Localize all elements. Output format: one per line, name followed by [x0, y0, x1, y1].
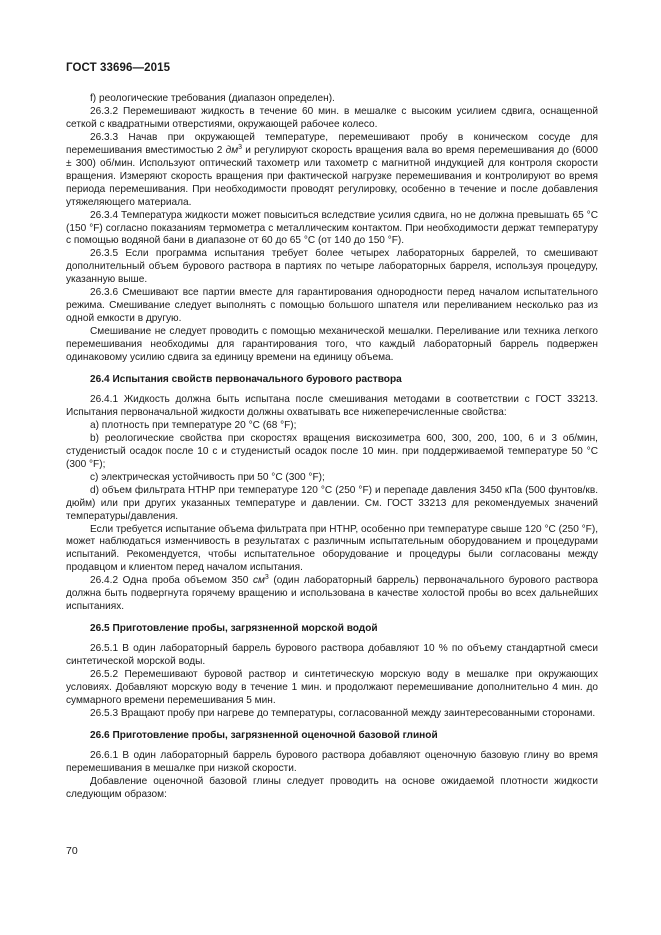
paragraph-hthp-note: Если требуется испытание объема фильтрата при HTHP, особенно при температуре свыше 120 °С (250 °F), может наблюдаться изменчивость в результатах с различным испытательным оборудованием и процедурами испытаний. Рекомендуется, чтобы испытательное оборудование и процедуры были согласованы между продавцом и клиентом перед началом испытания.	[66, 523, 598, 574]
unit-exponent: 3	[264, 574, 269, 582]
paragraph-clay-addition: Добавление оценочной базовой глины следует проводить на основе ожидаемой плотности жидкости следующим образом:	[66, 775, 598, 800]
paragraph-26-5-3: 26.5.3 Вращают пробу при нагреве до температуры, согласованной между заинтересованными сторонами.	[90, 707, 596, 719]
paragraph-26-3-3-part-a: 26.3.3 Начав при окружающей температуре, перемешивают пробу в коническом сосуде для перемешивания вместимостью 2	[66, 131, 598, 156]
paragraph-rheology-requirements: f) реологические требования (диапазон определен).	[90, 93, 335, 104]
list-item-b: b) реологические свойства при скоростях вращения вискозиметра 600, 300, 200, 100, 6 и 3 об/мин, студенистый осадок после 10 с и студенистый осадок после 10 мин. при поддерживаемой температуре 50 °С (300 °F);	[66, 432, 598, 470]
paragraph-26-4-2-part-a: 26.4.2 Одна проба объемом 350	[90, 575, 253, 587]
paragraph-26-5-2: 26.5.2 Перемешивают буровой раствор и синтетическую морскую воду в мешалке при окружающих условиях. Добавляют морскую воду в течение 1 мин. и продолжают перемешивание дополнительно 4 мин. до суммарного времени перемешивания 5 мин.	[66, 669, 598, 706]
paragraph-26-4-2	[66, 575, 598, 614]
unit-cm: см	[252, 575, 265, 587]
document-body	[66, 93, 598, 802]
paragraph-26-3-5: 26.3.5 Если программа испытания требует более четырех лабораторных баррелей, то смешивают дополнительный объем бурового раствора в партиях по четыре лабораторных барреля, используя процедуру, указанную выше.	[66, 248, 598, 286]
unit-dm: дм	[225, 144, 239, 156]
paragraph-26-3-3-part-b: и регулируют скорость вращения вала во время перемешивания до (6000 ± 300) об/мин. Используют оптический тахометр или тахометр с магнитной индукцией для контроля скорости вращения. Измеряют скорость вращения при фактической нагрузке перемешивания и контролируют во время периода перемешивания. При необходимости проводят регулировку, особенно в течение и после добавления утяжеляющего материала.	[66, 144, 599, 208]
list-item-a: а) плотность при температуре 20 °С (68 °F);	[90, 419, 297, 431]
list-item-d: d) объем фильтрата HTHP при температуре 120 °С (250 °F) и перепаде давления 3450 кПа (500 фунтов/кв. дюйм) или при других указанных температуре и давлении. См. ГОСТ 33213 для рекомендуемых значений температуры/давления.	[66, 484, 598, 522]
paragraph-26-3-2: 26.3.2 Перемешивают жидкость в течение 60 мин. в мешалке с высоким усилием сдвига, оснащенной сеткой с квадратными отверстиями, окружающей рабочее колесо.	[66, 105, 598, 130]
paragraph-26-5-1: 26.5.1 В один лабораторный баррель бурового раствора добавляют 10 % по объему стандартной смеси синтетической морской воды.	[66, 643, 598, 668]
paragraph-26-3-4: 26.3.4 Температура жидкости может повыситься вследствие усилия сдвига, но не должна превышать 65 °С (150 °F) согласно показаниям термометра с металлическим контактом. При необходимости держат температуру с помощью водяной бани в диапазоне от 60 до 65 °С (от 140 до 150 °F).	[66, 209, 598, 247]
paragraph-26-6-1: 26.6.1 В один лабораторный баррель бурового раствора добавляют оценочную базовую глину во время перемешивания в мешалке при низкой скорости.	[66, 749, 598, 774]
paragraph-26-3-6: 26.3.6 Смешивают все партии вместе для гарантирования однородности перед началом испытательного режима. Смешивание следует выполнять с помощью большого шпателя или переливанием несколько раз из одной емкости в другую.	[66, 287, 598, 325]
section-heading-26-4: 26.4 Испытания свойств первоначального бурового раствора	[90, 374, 402, 386]
page-number: 70	[66, 845, 78, 857]
list-item-c: с) электрическая устойчивость при 50 °С (300 °F);	[90, 471, 325, 483]
document-header: ГОСТ 33696—2015	[66, 62, 171, 74]
unit-exponent: 3	[238, 143, 243, 151]
section-heading-26-5: 26.5 Приготовление пробы, загрязненной морской водой	[90, 623, 378, 635]
paragraph-26-4-1: 26.4.1 Жидкость должна быть испытана после смешивания методами в соответствии с ГОСТ 33213. Испытания первоначальной жидкости должны охватывать все нижеперечисленные свойства:	[66, 393, 598, 418]
section-heading-26-6: 26.6 Приготовление пробы, загрязненной оценочной базовой глиной	[90, 729, 438, 741]
paragraph-26-4-2-part-b: (один лабораторный баррель) первоначального бурового раствора должна быть подвергнута горячему вращению и использована в качестве холостой пробы во всех дальнейших испытаниях.	[66, 575, 598, 613]
paragraph-mixing-note: Смешивание не следует проводить с помощью механической мешалки. Переливание или техника легкого перемешивания необходимы для гарантирования того, что каждый лабораторный баррель подвержен одинаковому усилию сдвига за единицу времени на единицу объема.	[66, 326, 598, 364]
paragraph-26-3-3	[66, 132, 598, 210]
